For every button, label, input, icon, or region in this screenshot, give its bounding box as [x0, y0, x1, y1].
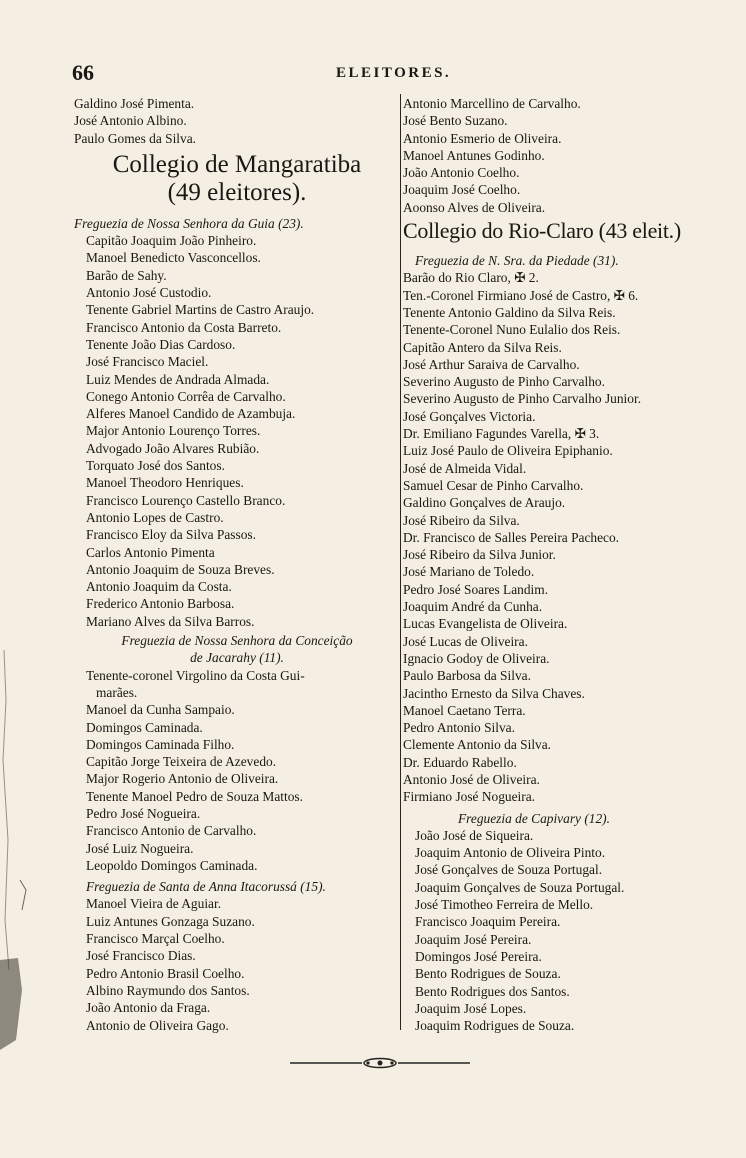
list-item: José Lucas de Oliveira.	[403, 633, 528, 649]
list-item: Joaquim José Lopes.	[415, 1000, 527, 1016]
list-item: Antonio Joaquim da Costa.	[86, 579, 232, 595]
list-item: Capitão Antero da Silva Reis.	[403, 339, 562, 355]
name-list	[74, 895, 400, 1033]
left-column	[74, 95, 400, 1034]
list-item: Antonio José Custodio.	[86, 285, 212, 301]
list-item-cont: marães.	[96, 684, 138, 700]
list-item: Capitão Jorge Teixeira de Azevedo.	[86, 754, 277, 770]
name-list	[74, 232, 400, 630]
list-item: Joaquim Gonçalves de Souza Portugal.	[415, 879, 625, 895]
list-item: Albino Raymundo dos Santos.	[86, 982, 250, 998]
list-item: Francisco Marçal Coelho.	[86, 931, 225, 947]
list-item: José Francisco Maciel.	[86, 354, 209, 370]
parish-heading: Freguezia de Nossa Senhora da Conceição	[121, 633, 353, 649]
list-item: Clemente Antonio da Silva.	[403, 737, 552, 753]
list-item: José Ribeiro da Silva Junior.	[403, 547, 556, 563]
list-item: Ignacio Godoy de Oliveira.	[403, 650, 550, 666]
list-item: Francisco Joaquim Pereira.	[415, 914, 561, 930]
list-item: Lucas Evangelista de Oliveira.	[403, 616, 568, 632]
list-item: Luiz Mendes de Andrada Almada.	[86, 371, 270, 387]
list-item: Tenente-Coronel Nuno Eulalio dos Reis.	[403, 322, 621, 338]
list-item: Barão de Sahy.	[86, 267, 167, 283]
parish-heading: Freguezia de N. Sra. da Piedade (31).	[415, 253, 619, 269]
list-item: Manoel Benedicto Vasconcellos.	[86, 250, 261, 266]
list-item: Dr. Emiliano Fagundes Varella, ✠ 3.	[403, 426, 600, 442]
list-item: Leopoldo Domingos Caminada.	[86, 857, 258, 873]
list-item: Joaquim André da Cunha.	[403, 599, 543, 615]
column-divider	[400, 94, 401, 1030]
list-item: Major Antonio Lourenço Torres.	[86, 423, 261, 439]
list-item: Joaquim José Pereira.	[415, 931, 532, 947]
list-item: Francisco Antonio de Carvalho.	[86, 823, 257, 839]
list-item: Galdino Gonçalves de Araujo.	[403, 495, 566, 511]
list-item: Domingos Caminada.	[86, 719, 203, 735]
list-item: Luiz José Paulo de Oliveira Epiphanio.	[403, 443, 613, 459]
page-number: 66	[72, 60, 94, 85]
list-item: Francisco Antonio da Costa Barreto.	[86, 319, 282, 335]
list-item: Galdino José Pimenta.	[74, 96, 195, 111]
list-item: Antonio Esmerio de Oliveira.	[403, 130, 562, 146]
parish-heading-cont: de Jacarahy (11).	[190, 650, 284, 666]
list-item: José Mariano de Toledo.	[403, 564, 535, 580]
list-item: João Antonio da Fraga.	[86, 1000, 211, 1016]
list-item: Manoel da Cunha Sampaio.	[86, 702, 235, 718]
list-item: Francisco Eloy da Silva Passos.	[86, 527, 256, 543]
list-item: José Bento Suzano.	[403, 113, 508, 129]
list-item: Francisco Lourenço Castello Branco.	[86, 492, 286, 508]
list-item: Jacintho Ernesto da Silva Chaves.	[403, 685, 585, 701]
list-item: Capitão Joaquim João Pinheiro.	[86, 233, 257, 249]
right-column	[403, 95, 715, 1034]
list-item: Tenente João Dias Cardoso.	[86, 336, 236, 352]
list-item: Tenente-coronel Virgolino da Costa Gui-	[86, 667, 305, 683]
list-item: Frederico Antonio Barbosa.	[86, 596, 235, 612]
list-item: Pedro Antonio Silva.	[403, 720, 515, 736]
list-item: Paulo Barbosa da Silva.	[403, 668, 531, 684]
list-item: Carlos Antonio Pimenta	[86, 544, 215, 560]
list-item: Tenente Antonio Galdino da Silva Reis.	[403, 304, 616, 320]
list-item: Alferes Manoel Candido de Azambuja.	[86, 406, 296, 422]
list-item: José Luiz Nogueira.	[86, 840, 194, 856]
list-item: Ten.-Coronel Firmiano José de Castro, ✠ 6.	[403, 287, 639, 303]
list-item: José Gonçalves Victoria.	[403, 408, 536, 424]
list-item: Antonio de Oliveira Gago.	[86, 1017, 229, 1033]
list-item: Tenente Gabriel Martins de Castro Araujo.	[86, 302, 315, 318]
list-item: João José de Siqueira.	[415, 827, 534, 843]
list-item: José de Almeida Vidal.	[403, 460, 527, 476]
list-item: Samuel Cesar de Pinho Carvalho.	[403, 477, 584, 493]
list-item: Pedro José Soares Landim.	[403, 581, 549, 597]
list-item: Severino Augusto de Pinho Carvalho.	[403, 374, 605, 390]
collegio-heading: Collegio de Mangaratiba	[112, 150, 362, 178]
page-header	[72, 60, 682, 86]
name-list	[74, 701, 400, 874]
parish-heading: Freguezia de Santa de Anna Itacorussá (15).	[86, 879, 326, 895]
list-item: Advogado João Alvares Rubião.	[86, 440, 260, 456]
list-item: José Antonio Albino.	[74, 113, 187, 129]
list-item: Tenente Manoel Pedro de Souza Mattos.	[86, 788, 303, 804]
list-item: Manoel Caetano Terra.	[403, 702, 526, 718]
collegio-heading: Collegio do Rio-Claro (43 eleit.)	[403, 218, 681, 244]
list-item: Aoonso Alves de Oliveira.	[403, 199, 546, 215]
list-item: Antonio José de Oliveira.	[403, 771, 540, 787]
list-item: Joaquim Antonio de Oliveira Pinto.	[415, 845, 606, 861]
list-item: José Ribeiro da Silva.	[403, 512, 520, 528]
list-item: Dr. Eduardo Rabello.	[403, 754, 517, 770]
list-item: João Antonio Coelho.	[403, 165, 520, 181]
name-list	[403, 269, 715, 805]
list-item: Paulo Gomes da Silva.	[74, 130, 196, 146]
list-item: José Francisco Dias.	[86, 948, 196, 964]
list-item: Bento Rodrigues dos Santos.	[415, 983, 570, 999]
list-item: Joaquim José Coelho.	[403, 182, 521, 198]
list-item: Antonio Joaquim de Souza Breves.	[86, 561, 275, 577]
list-item: José Timotheo Ferreira de Mello.	[415, 897, 594, 913]
list-item: Domingos Caminada Filho.	[86, 736, 235, 752]
list-item: Antonio Lopes de Castro.	[86, 509, 224, 525]
running-title: ELEITORES.	[336, 65, 452, 81]
parish-heading: Freguezia de Capivary (12).	[458, 810, 610, 826]
list-item: Manoel Theodoro Henriques.	[86, 475, 244, 491]
list-item: Barão do Rio Claro, ✠ 2.	[403, 270, 539, 286]
collegio-count: (49 eleitores).	[167, 178, 307, 206]
list-item: José Arthur Saraiva de Carvalho.	[403, 356, 580, 372]
name-list	[403, 827, 715, 1035]
list-item: Joaquim Rodrigues de Souza.	[415, 1018, 575, 1034]
list-item: Pedro José Nogueira.	[86, 805, 201, 821]
list-item: José Gonçalves de Souza Portugal.	[415, 862, 603, 878]
list-item: Firmiano José Nogueira.	[403, 789, 536, 805]
name-list	[403, 95, 715, 216]
list-item: Manoel Vieira de Aguiar.	[86, 896, 222, 912]
list-item: Torquato José dos Santos.	[86, 458, 225, 474]
list-item: Major Rogerio Antonio de Oliveira.	[86, 771, 279, 787]
list-item: Manoel Antunes Godinho.	[403, 147, 545, 163]
list-item: Luiz Antunes Gonzaga Suzano.	[86, 913, 255, 929]
list-item: Antonio Marcellino de Carvalho.	[403, 96, 581, 111]
list-item: Conego Antonio Corrêa de Carvalho.	[86, 388, 286, 404]
margin-stain	[0, 640, 45, 1060]
parish-heading: Freguezia de Nossa Senhora da Guia (23).	[74, 215, 304, 231]
list-item: Severino Augusto de Pinho Carvalho Junior.	[403, 391, 642, 407]
list-item: Mariano Alves da Silva Barros.	[86, 613, 255, 629]
list-item: Domingos José Pereira.	[415, 948, 542, 964]
list-item: Pedro Antonio Brasil Coelho.	[86, 965, 245, 981]
ornament-divider	[290, 1056, 470, 1070]
list-item: Bento Rodrigues de Souza.	[415, 966, 561, 982]
list-item: Dr. Francisco de Salles Pereira Pacheco.	[403, 529, 620, 545]
